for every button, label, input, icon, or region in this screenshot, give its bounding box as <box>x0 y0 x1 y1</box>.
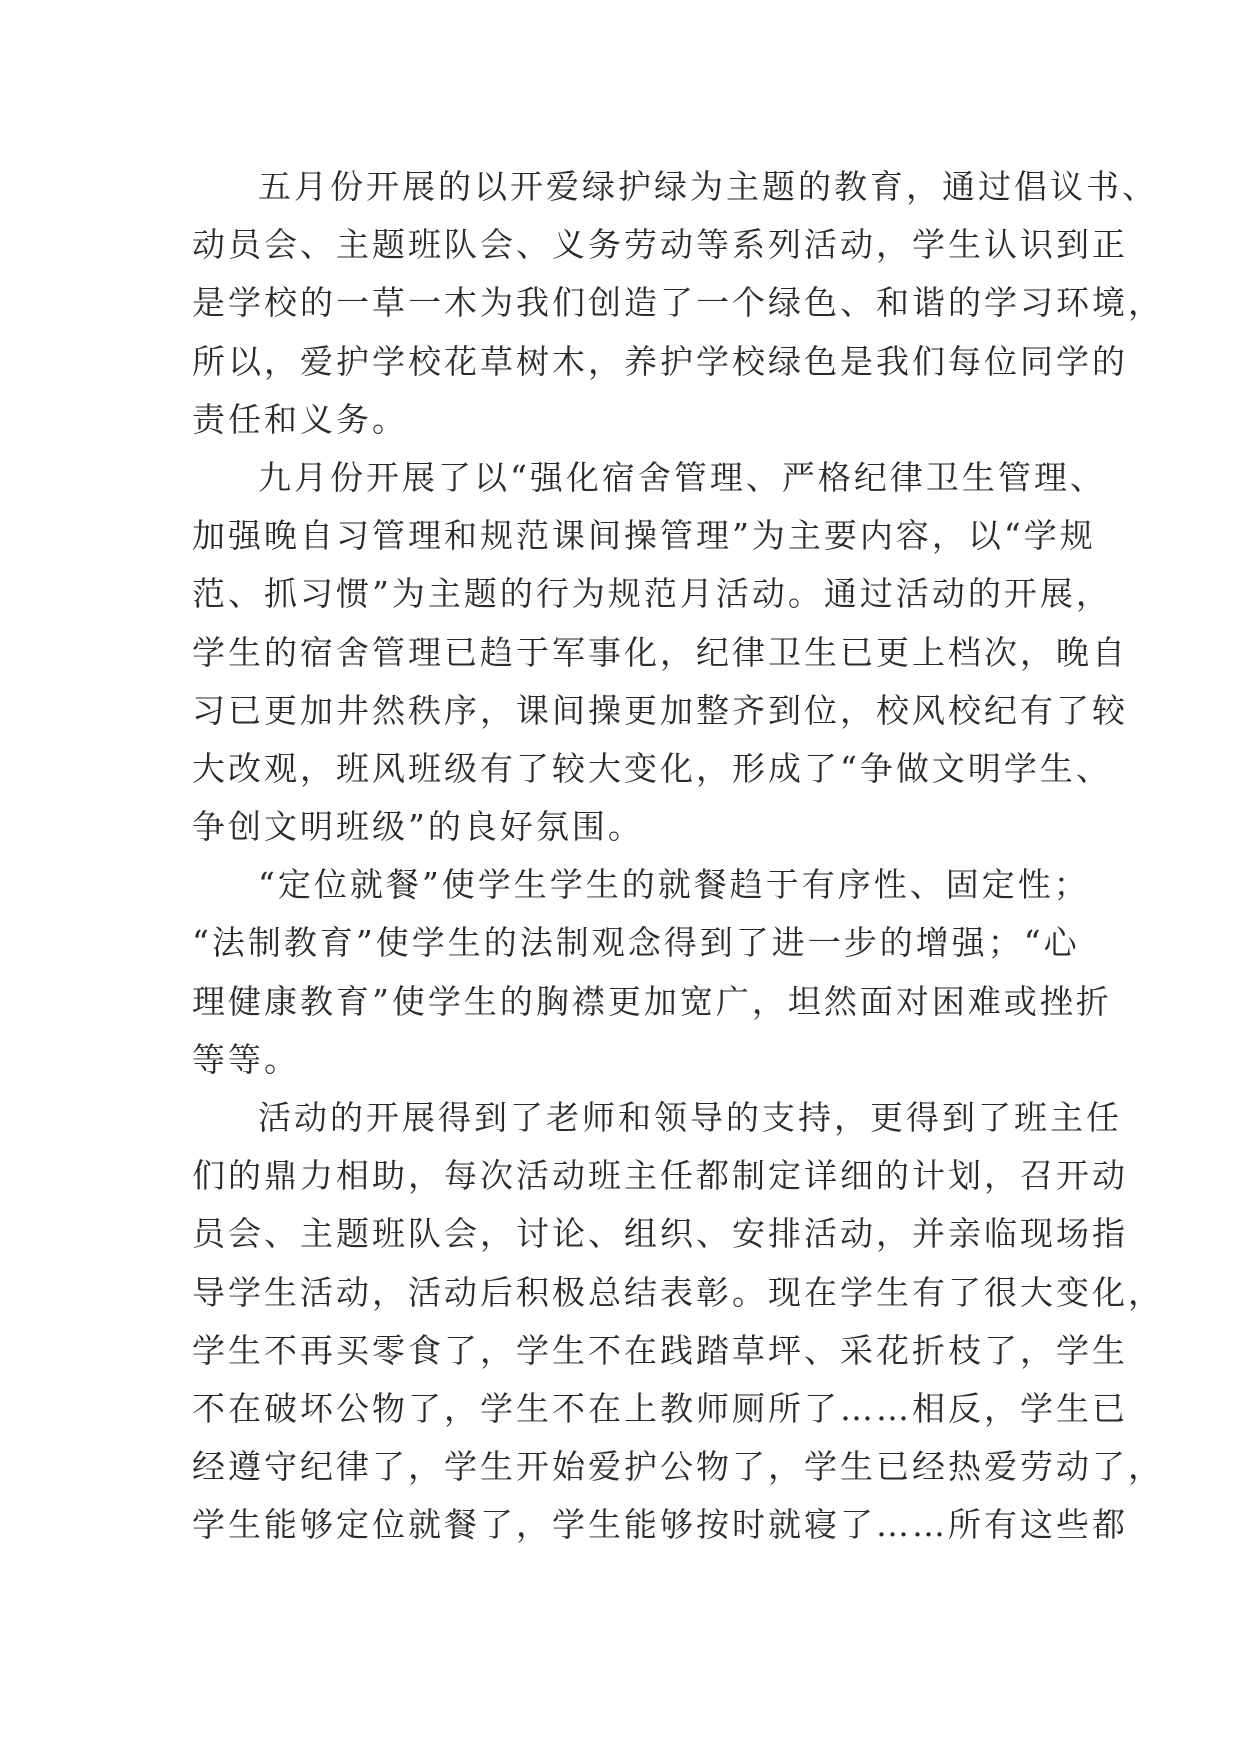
text-line: 习已更加井然秩序，课间操更加整齐到位，校风校纪有了较 <box>192 690 1128 730</box>
text-line: 活动的开展得到了老师和领导的支持，更得到了班主任 <box>258 1098 1122 1137</box>
text-line: 九月份开展了以“强化宿舍管理、严格纪律卫生管理、 <box>258 457 1106 497</box>
text-line: 员会、主题班队会，讨论、组织、安排活动，并亲临现场指 <box>192 1214 1128 1254</box>
text-line: 学生不再买零食了，学生不在践踏草坪、采花折枝了，学生 <box>192 1330 1128 1370</box>
text-line: “法制教育”使学生的法制观念得到了进一步的增强；“心 <box>192 923 1080 963</box>
text-line: 所以，爱护学校花草树木，养护学校绿色是我们每位同学的 <box>192 341 1128 381</box>
text-line: 经遵守纪律了，学生开始爱护公物了，学生已经热爱劳动了， <box>192 1447 1164 1487</box>
document-body <box>192 158 1164 1555</box>
text-line: 范、抓习惯”为主题的行为规范月活动。通过活动的开展， <box>192 574 1112 614</box>
text-line: 大改观，班风班级有了较大变化，形成了“争做文明学生、 <box>192 748 1112 788</box>
text-line: 等等。 <box>192 1039 300 1079</box>
text-line: 不在破坏公物了，学生不在上教师厕所了……相反，学生已 <box>192 1388 1128 1428</box>
text-line: 学生能够定位就餐了，学生能够按时就寝了……所有这些都 <box>192 1505 1128 1545</box>
text-line: 学生的宿舍管理已趋于军事化，纪律卫生已更上档次，晚自 <box>192 632 1128 672</box>
text-line: 理健康教育”使学生的胸襟更加宽广，坦然面对困难或挫折 <box>192 981 1112 1021</box>
text-line: 加强晚自习管理和规范课间操管理”为主要内容，以“学规 <box>192 516 1096 556</box>
text-line: “定位就餐”使学生学生的就餐趋于有序性、固定性； <box>258 865 1090 905</box>
text-line: 责任和义务。 <box>192 399 408 439</box>
text-line: 是学校的一草一木为我们创造了一个绿色、和谐的学习环境， <box>192 283 1164 323</box>
text-line: 五月份开展的以开爱绿护绿为主题的教育，通过倡议书、 <box>258 167 1158 206</box>
text-line: 导学生活动，活动后积极总结表彰。现在学生有了很大变化， <box>192 1272 1164 1312</box>
text-line: 们的鼎力相助，每次活动班主任都制定详细的计划，召开动 <box>192 1156 1128 1196</box>
text-line: 动员会、主题班队会、义务劳动等系列活动，学生认识到正 <box>192 225 1128 265</box>
text-line: 争创文明班级”的良好氛围。 <box>192 807 644 847</box>
